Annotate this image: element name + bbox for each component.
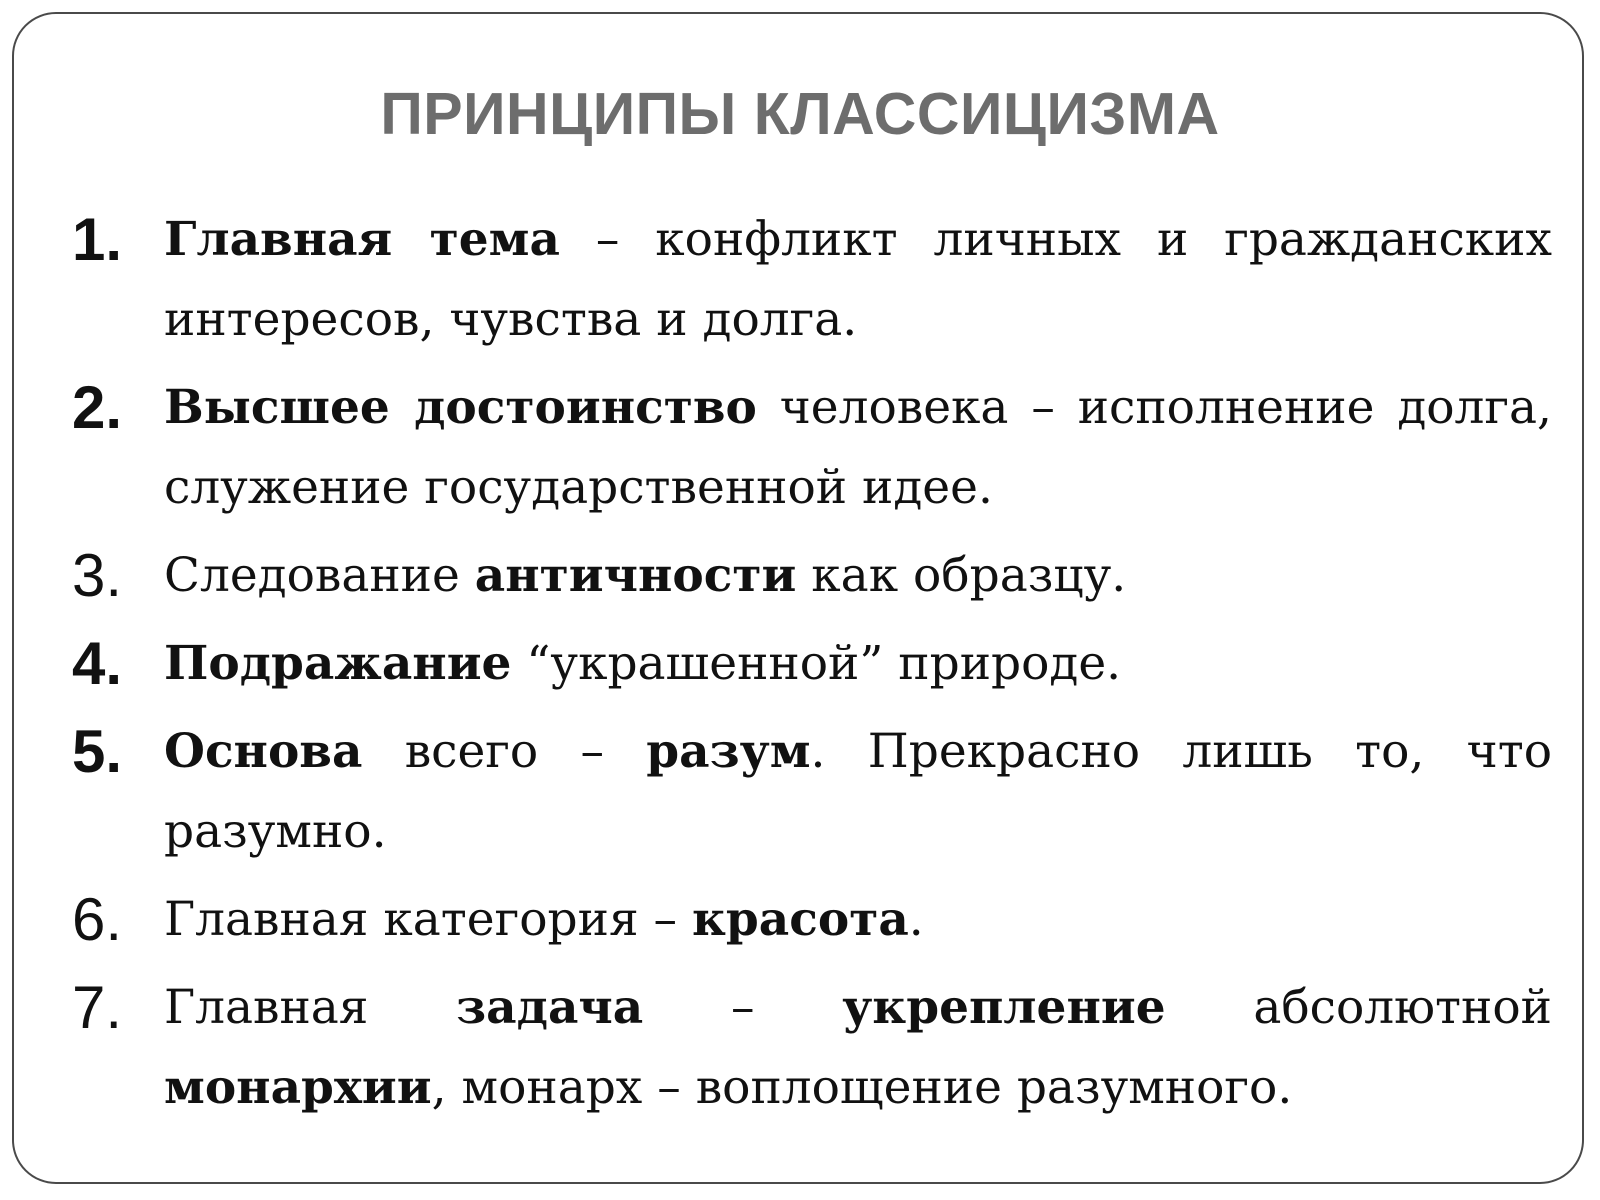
item-text-regular: “украшенной” природе. [511, 636, 1122, 691]
item-text [164, 968, 1552, 1128]
item-number: 3. [72, 542, 123, 609]
item-text-bold: античности [474, 548, 797, 603]
item-text-regular: – конфликт личных и гражданских интересов, чувства и долга. [164, 212, 1552, 347]
list-item [72, 880, 1552, 960]
list-item [72, 368, 1552, 528]
item-text-bold: монархии [164, 1060, 432, 1115]
item-text [164, 536, 1552, 616]
item-text-regular: . [908, 892, 924, 947]
list-item [72, 968, 1552, 1128]
item-text-regular: Следование [164, 548, 475, 603]
item-text-bold: Высшее достоинство [164, 380, 757, 435]
list-item [72, 712, 1552, 872]
principles-list [72, 200, 1552, 1136]
item-text-regular: всего – [362, 724, 647, 779]
item-text-regular: – [643, 980, 843, 1035]
item-text [164, 712, 1552, 872]
item-number: 2. [72, 374, 123, 441]
item-text-bold: Главная тема [164, 212, 560, 267]
list-item [72, 200, 1552, 360]
item-number: 1. [72, 206, 123, 273]
item-text-regular: , монарх – воплощение разумного. [431, 1060, 1293, 1115]
list-item [72, 536, 1552, 616]
item-text-regular: Главная категория – [164, 892, 692, 947]
item-text [164, 368, 1552, 528]
item-number: 5. [72, 718, 123, 785]
item-text-bold: Основа [164, 724, 363, 779]
item-text-bold: укрепление [842, 980, 1166, 1035]
item-text [164, 624, 1552, 704]
item-text [164, 880, 1552, 960]
item-text-regular: как образцу. [796, 548, 1127, 603]
item-text-regular: Главная [164, 980, 457, 1035]
item-text-regular: человека – исполнение долга, служение государственной идее. [164, 380, 1552, 515]
item-text-bold: красота [691, 892, 909, 947]
slide-title: ПРИНЦИПЫ КЛАССИЦИЗМА [380, 81, 1220, 147]
item-text-bold: разум [646, 724, 811, 779]
list-item [72, 624, 1552, 704]
item-number: 6. [72, 886, 123, 953]
item-number: 4. [72, 630, 123, 697]
item-text [164, 200, 1552, 360]
item-text-bold: задача [456, 980, 644, 1035]
item-number: 7. [72, 974, 123, 1041]
item-text-regular: . Прекрасно лишь то, что разумно. [164, 724, 1552, 859]
item-text-regular: абсолютной [1165, 980, 1552, 1035]
item-text-bold: Подражание [164, 636, 512, 691]
